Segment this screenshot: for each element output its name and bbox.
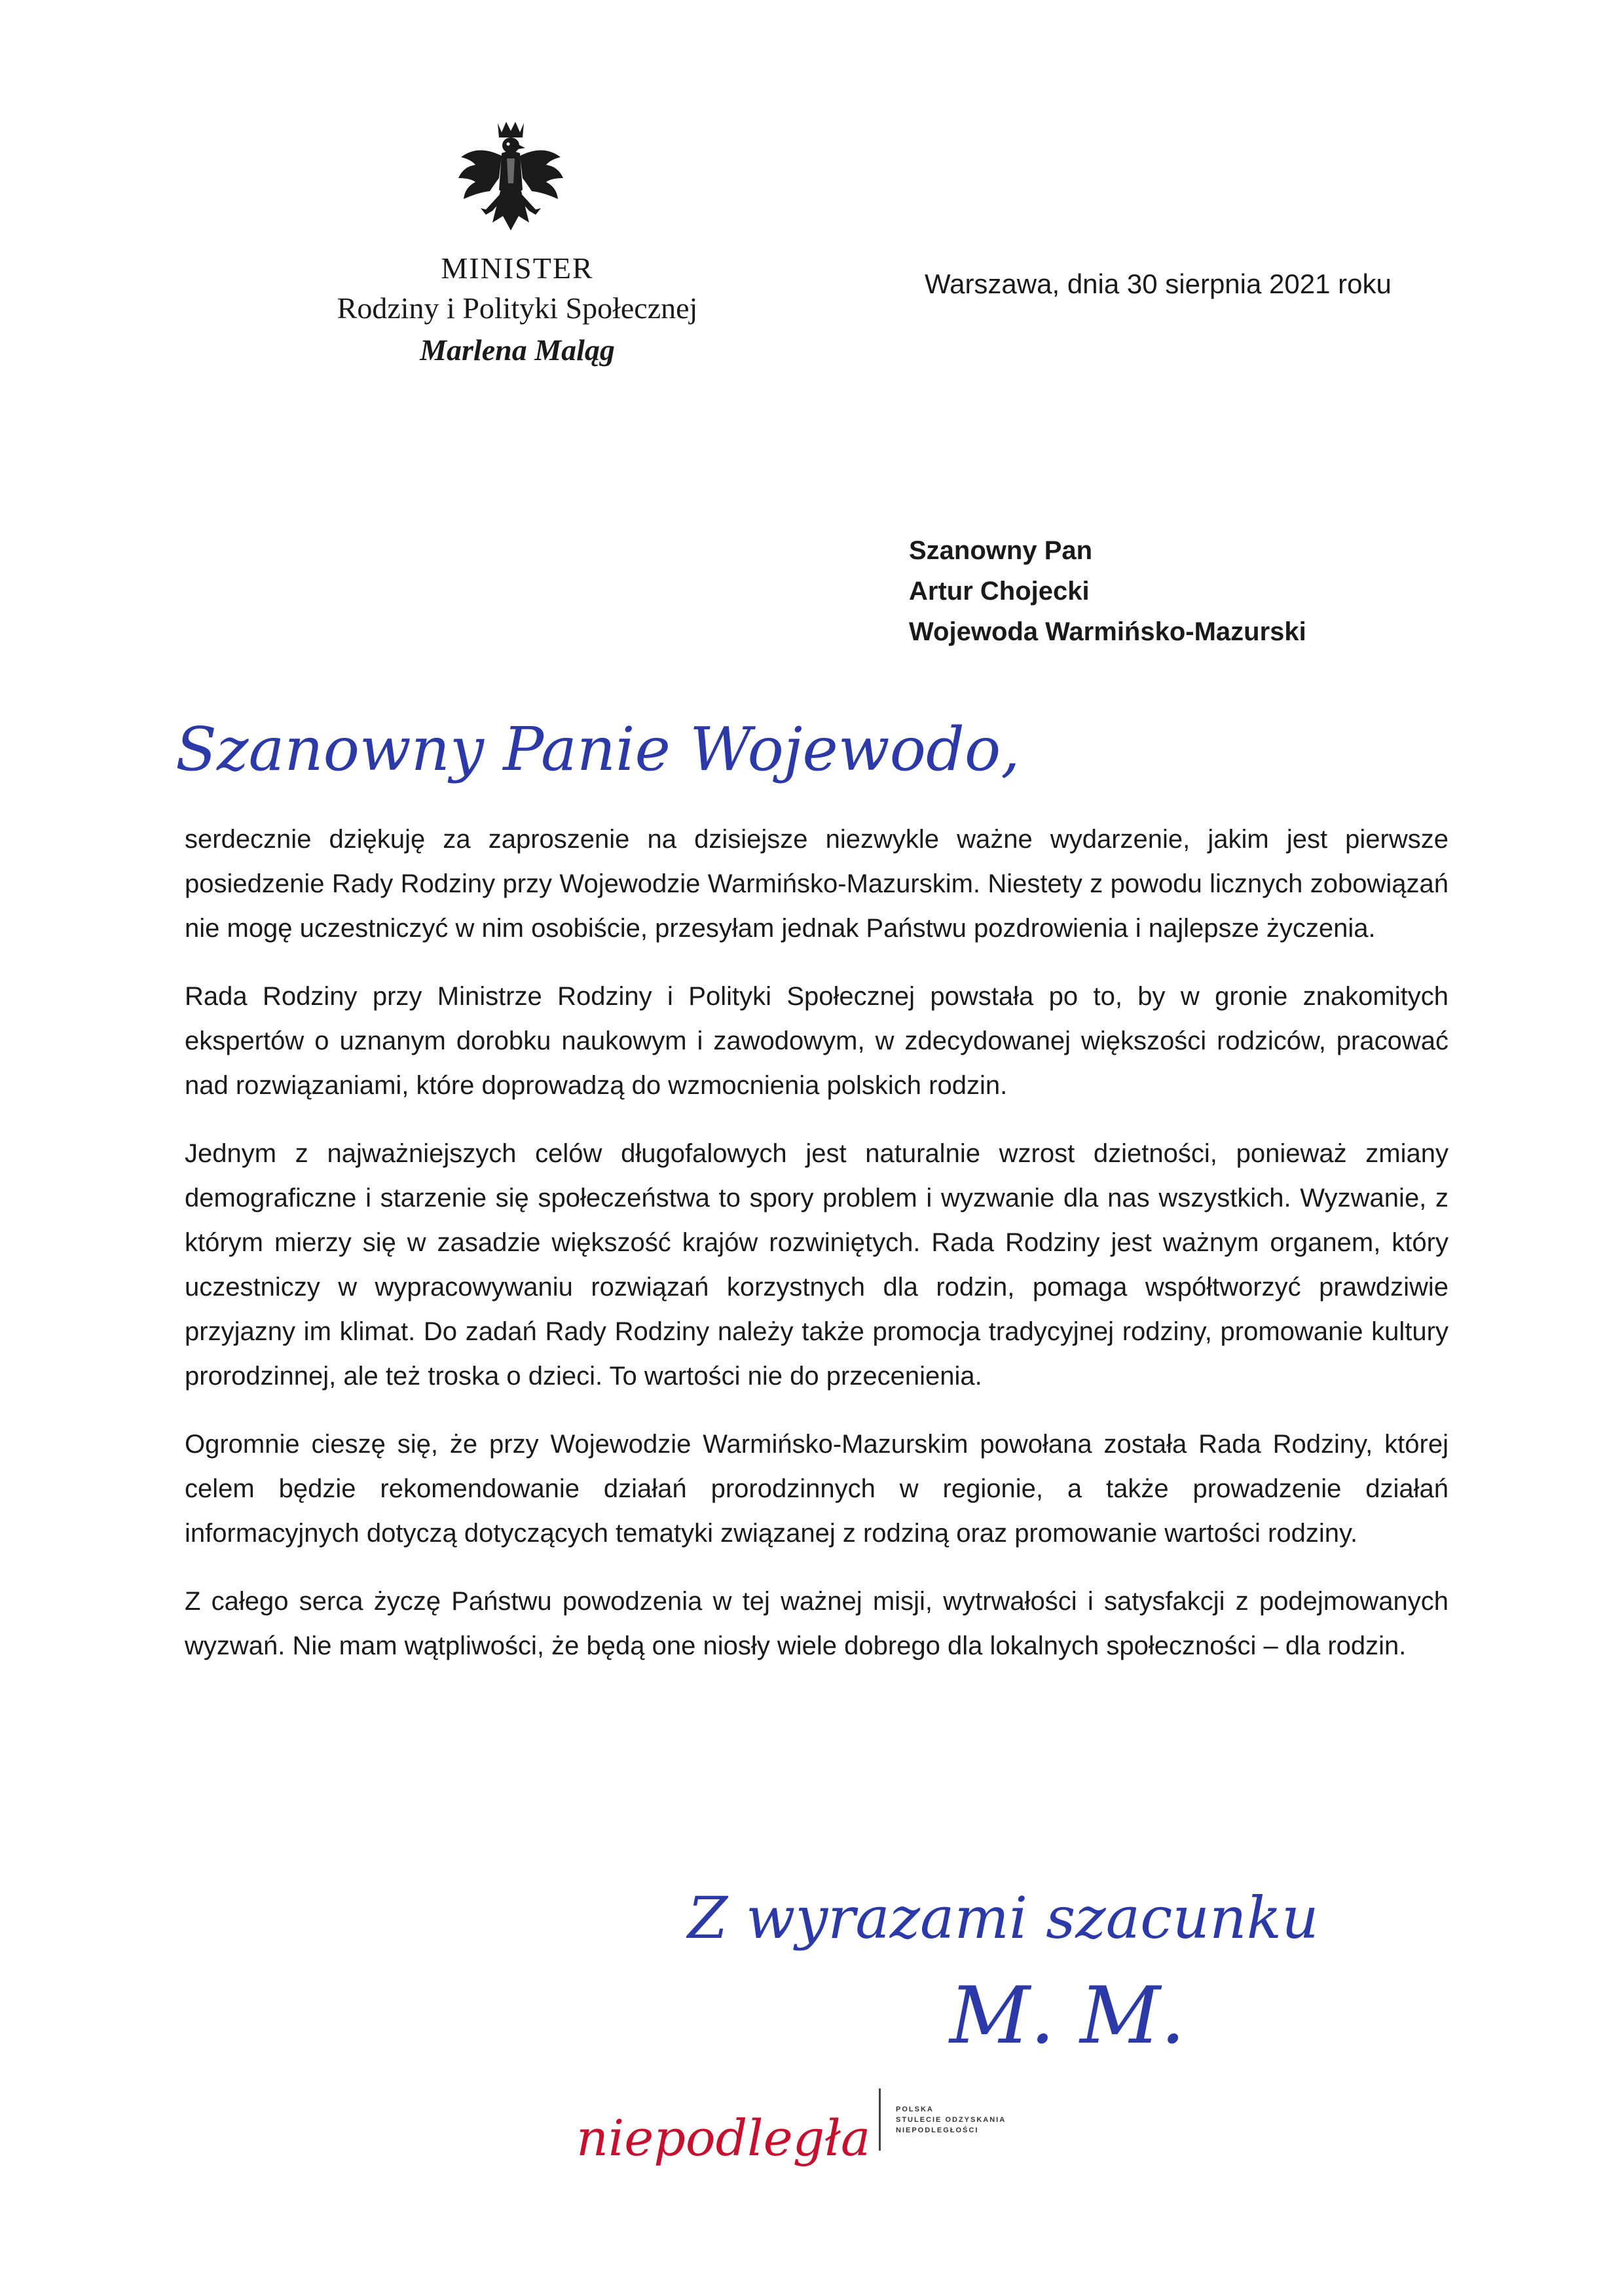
paragraph-2: Rada Rodziny przy Ministrze Rodziny i Polityki Społecznej powstała po to, by w gronie znakomitych ekspertów o uznanym dorobku naukowym i zawodowym, w zdecydowanej większości rodziców, pracować nad rozwiązaniami, które doprowadzą do wzmocnienia polskich rodzin. <box>185 982 1449 1100</box>
paragraph-5: Z całego serca życzę Państwu powodzenia w tej ważnej misji, wytrwałości i satysfakcji z podejmowanych wyzwań. Nie mam wątpliwości, że będą one niosły wiele dobrego dla lokalnych społeczności – dla rodzin. <box>185 1587 1449 1660</box>
caption-line-2: STULECIE ODZYSKANIA <box>896 2116 1006 2124</box>
addressee-block <box>909 530 1306 652</box>
footer-caption <box>896 2104 1006 2136</box>
salutation-text: Szanowny Panie Wojewodo, <box>175 714 1020 784</box>
closing-text: Z wyrazami szacunku <box>688 1884 1319 1952</box>
paragraph-4: Ogromnie cieszę się, że przy Wojewodzie Warmińsko-Mazurskim powołana została Rada Rodziny, której celem będzie rekomendowanie działań prorodzinnych w regionie, a także prowadzenie działań informacyjnych dotyczą dotyczących tematyki związanej z rodziną oraz promowanie wartości rodziny. <box>185 1430 1449 1548</box>
paragraph-1: serdecznie dziękuję za zaproszenie na dzisiejsze niezwykle ważne wydarzenie, jakim jest pierwsze posiedzenie Rady Rodziny przy Wojewodzie Warmińsko-Mazurskim. Niestety z powodu licznych zobowiązań nie mogę uczestniczyć w nim osobiście, przesyłam jednak Państwu pozdrowienia i najlepsze życzenia. <box>185 825 1449 943</box>
caption-line-1: POLSKA <box>896 2105 934 2113</box>
header-title: MINISTER <box>441 251 594 285</box>
eagle-emblem-icon <box>452 118 570 246</box>
signature <box>943 1958 1192 2088</box>
logo-text: niepodległa <box>576 2109 871 2167</box>
addressee-line-3: Wojewoda Warmińsko-Mazurski <box>909 617 1306 646</box>
letter-body <box>185 817 1449 1692</box>
signature-initials: M. M. <box>950 1971 1186 2062</box>
addressee-line-2: Artur Chojecki <box>909 577 1090 606</box>
ministry-header <box>295 249 740 372</box>
addressee-line-1: Szanowny Pan <box>909 536 1093 565</box>
footer-divider <box>879 2088 881 2151</box>
caption-line-3: NIEPODLEGŁOŚCI <box>896 2126 979 2134</box>
date-line: Warszawa, dnia 30 sierpnia 2021 roku <box>925 268 1392 299</box>
ministry-name: Rodziny i Polityki Społecznej <box>337 291 698 325</box>
minister-name: Marlena Maląg <box>420 333 615 367</box>
niepodlegla-logo <box>576 2082 917 2187</box>
paragraph-3: Jednym z najważniejszych celów długofalowych jest naturalnie wzrost dzietności, ponieważ zmiany demograficzne i starzenie się społeczeństwa to spory problem i wyzwanie dla nas wszystkich. Wyzwanie, z którym mierzy się w zasadzie większość krajów rozwiniętych. Rada Rodziny jest ważnym organem, który uczestniczy w wypracowywaniu rozwiązań korzystnych dla rodzin, pomaga współtworzyć prawdziwie przyjazny im klimat. Do zadań Rady Rodziny należy także promocja tradycyjnej rodziny, promowanie kultury prorodzinnej, ale też troska o dzieci. To wartości nie do przecenienia. <box>185 1139 1449 1391</box>
handwritten-salutation <box>172 699 1020 811</box>
